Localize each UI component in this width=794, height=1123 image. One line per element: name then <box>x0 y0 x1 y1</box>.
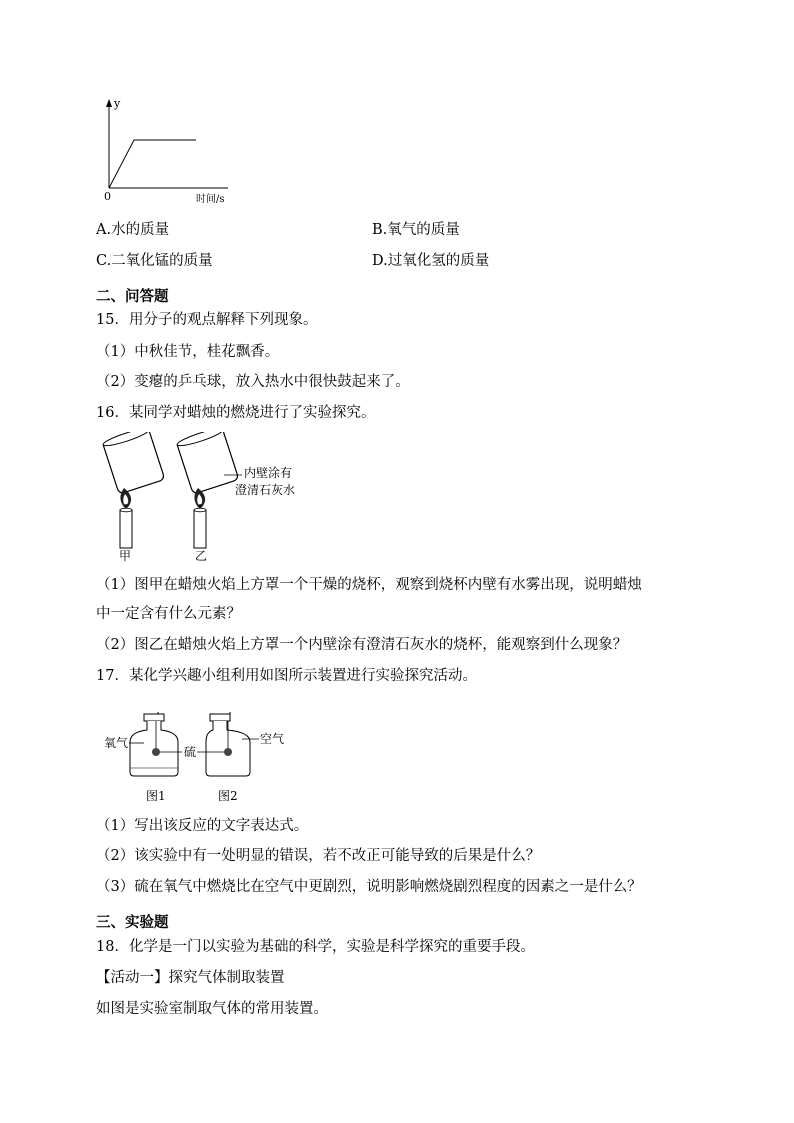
graph-curve <box>109 140 196 188</box>
q18-intro: 如图是实验室制取气体的常用装置。 <box>96 1001 328 1017</box>
q17-label-air: 空气 <box>260 732 285 746</box>
q14-option-c: C.二氧化锰的质量 <box>96 253 213 269</box>
q17-label-sulfur: 硫 <box>184 745 197 759</box>
q17-label-oxygen: 氧气 <box>104 736 129 750</box>
origin-label: 0 <box>104 190 111 203</box>
q16-part1-line2: 中一定含有什么元素？ <box>96 606 241 622</box>
q14-option-a: A.水的质量 <box>96 222 170 238</box>
q17-part3: （3）硫在氧气中燃烧比在空气中更剧烈，说明影响燃烧剧烈程度的因素之一是什么？ <box>96 879 642 895</box>
bottle-fig2 <box>206 712 250 776</box>
q15-part2: （2）变瘪的乒乓球，放入热水中很快鼓起来了。 <box>96 374 410 390</box>
q15-part1: （1）中秋佳节，桂花飘香。 <box>96 344 280 360</box>
q17-label-fig2: 图2 <box>218 789 238 803</box>
q17-label-fig1: 图1 <box>146 789 166 803</box>
q17-part2: （2）该实验中有一处明显的错误，若不改正可能导致的后果是什么？ <box>96 848 541 864</box>
q16-note-line1: 内壁涂有 <box>244 466 293 480</box>
q15-stem: 15．用分子的观点解释下列现象。 <box>96 312 318 328</box>
q16-part1-line1: （1）图甲在蜡烛火焰上方罩一个干燥的烧杯，观察到烧杯内壁有水雾出现，说明蜡烛 <box>96 577 642 593</box>
q14-option-b: B.氧气的质量 <box>372 222 460 238</box>
q14-option-d: D.过氧化氢的质量 <box>372 253 490 269</box>
q16-stem: 16．某同学对蜡烛的燃烧进行了实验探究。 <box>96 405 376 421</box>
candle-jia <box>120 488 132 548</box>
bottle-fig1 <box>130 712 178 776</box>
q16-label-yi: 乙 <box>195 549 208 562</box>
x-axis-label: 时间/s <box>196 194 225 205</box>
q14-graph <box>96 96 236 208</box>
q18-stem: 18．化学是一门以实验为基础的科学，实验是科学探究的重要手段。 <box>96 939 535 955</box>
q16-part2: （2）图乙在蜡烛火焰上方罩一个内壁涂有澄清石灰水的烧杯，能观察到什么现象？ <box>96 637 628 653</box>
q16-note-line2: 澄清石灰水 <box>235 483 296 497</box>
beaker-jia <box>102 432 165 494</box>
section2-title: 二、问答题 <box>96 289 169 305</box>
q17-bottle-figure <box>96 712 286 807</box>
y-axis-arrow <box>106 99 112 107</box>
candle-yi <box>194 488 206 548</box>
q17-stem: 17．某化学兴趣小组利用如图所示装置进行实验探究活动。 <box>96 668 477 684</box>
q17-part1: （1）写出该反应的文字表达式。 <box>96 818 309 834</box>
q18-activity1: 【活动一】探究气体制取装置 <box>96 970 285 986</box>
beaker-yi <box>176 432 239 494</box>
y-axis-label: y <box>114 97 121 110</box>
q16-label-jia: 甲 <box>119 549 132 562</box>
q16-candle-figure <box>96 432 316 562</box>
section3-title: 三、实验题 <box>96 915 169 931</box>
